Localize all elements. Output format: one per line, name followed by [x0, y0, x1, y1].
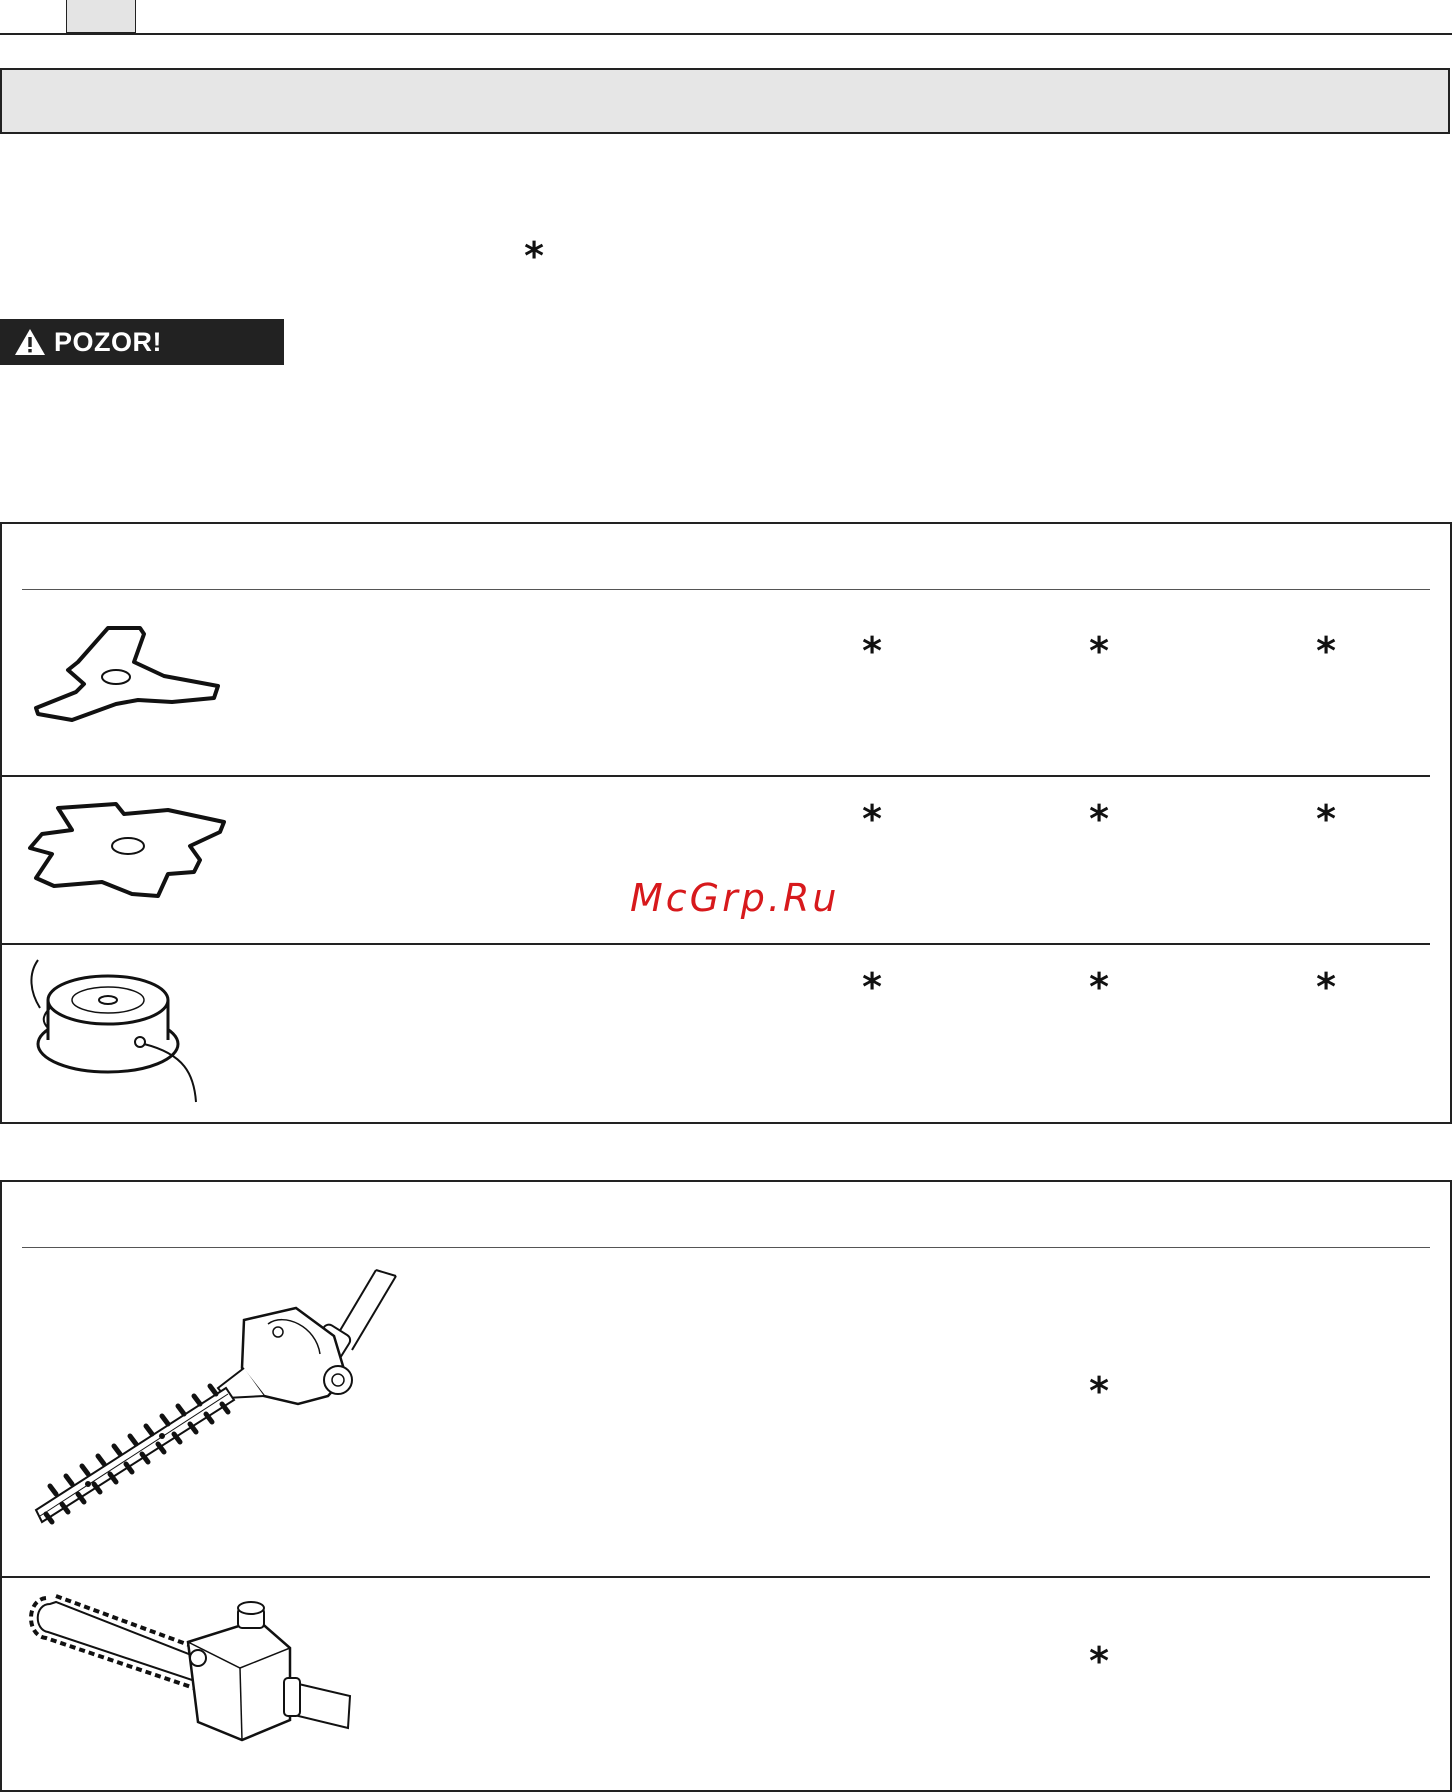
panel1-header-rule: [22, 589, 1430, 590]
row3-star-col2: *: [1089, 965, 1109, 1009]
hedge-trimmer-attachment-icon: [28, 1264, 408, 1564]
row2-star-col3: *: [1316, 797, 1336, 841]
four-tooth-blade-icon: [28, 798, 228, 900]
row1-star-col1: *: [862, 629, 882, 673]
row2-star-col2: *: [1089, 797, 1109, 841]
intro-star: *: [524, 234, 544, 278]
row4-star: *: [1089, 1369, 1109, 1413]
panel1-row-divider-1: [2, 775, 1430, 777]
page-top-rule: [0, 33, 1452, 35]
trimmer-head-icon: [24, 958, 204, 1104]
warning-badge: [0, 319, 284, 365]
three-tooth-blade-icon: [28, 622, 228, 724]
page-tab: [66, 0, 136, 33]
row1-star-col2: *: [1089, 629, 1109, 673]
row3-star-col1: *: [862, 965, 882, 1009]
row1-star-col3: *: [1316, 629, 1336, 673]
panel2-header-rule: [22, 1247, 1430, 1248]
pole-saw-attachment-icon: [28, 1590, 358, 1770]
row2-star-col1: *: [862, 797, 882, 841]
row5-star: *: [1089, 1639, 1109, 1683]
warning-triangle-icon: [14, 328, 46, 356]
panel2-row-divider: [2, 1576, 1430, 1578]
watermark: McGrp.Ru: [630, 876, 840, 920]
section-header-bar: [0, 68, 1450, 134]
warning-label: POZOR!: [54, 326, 162, 357]
row3-star-col3: *: [1316, 965, 1336, 1009]
panel1-row-divider-2: [2, 943, 1430, 945]
